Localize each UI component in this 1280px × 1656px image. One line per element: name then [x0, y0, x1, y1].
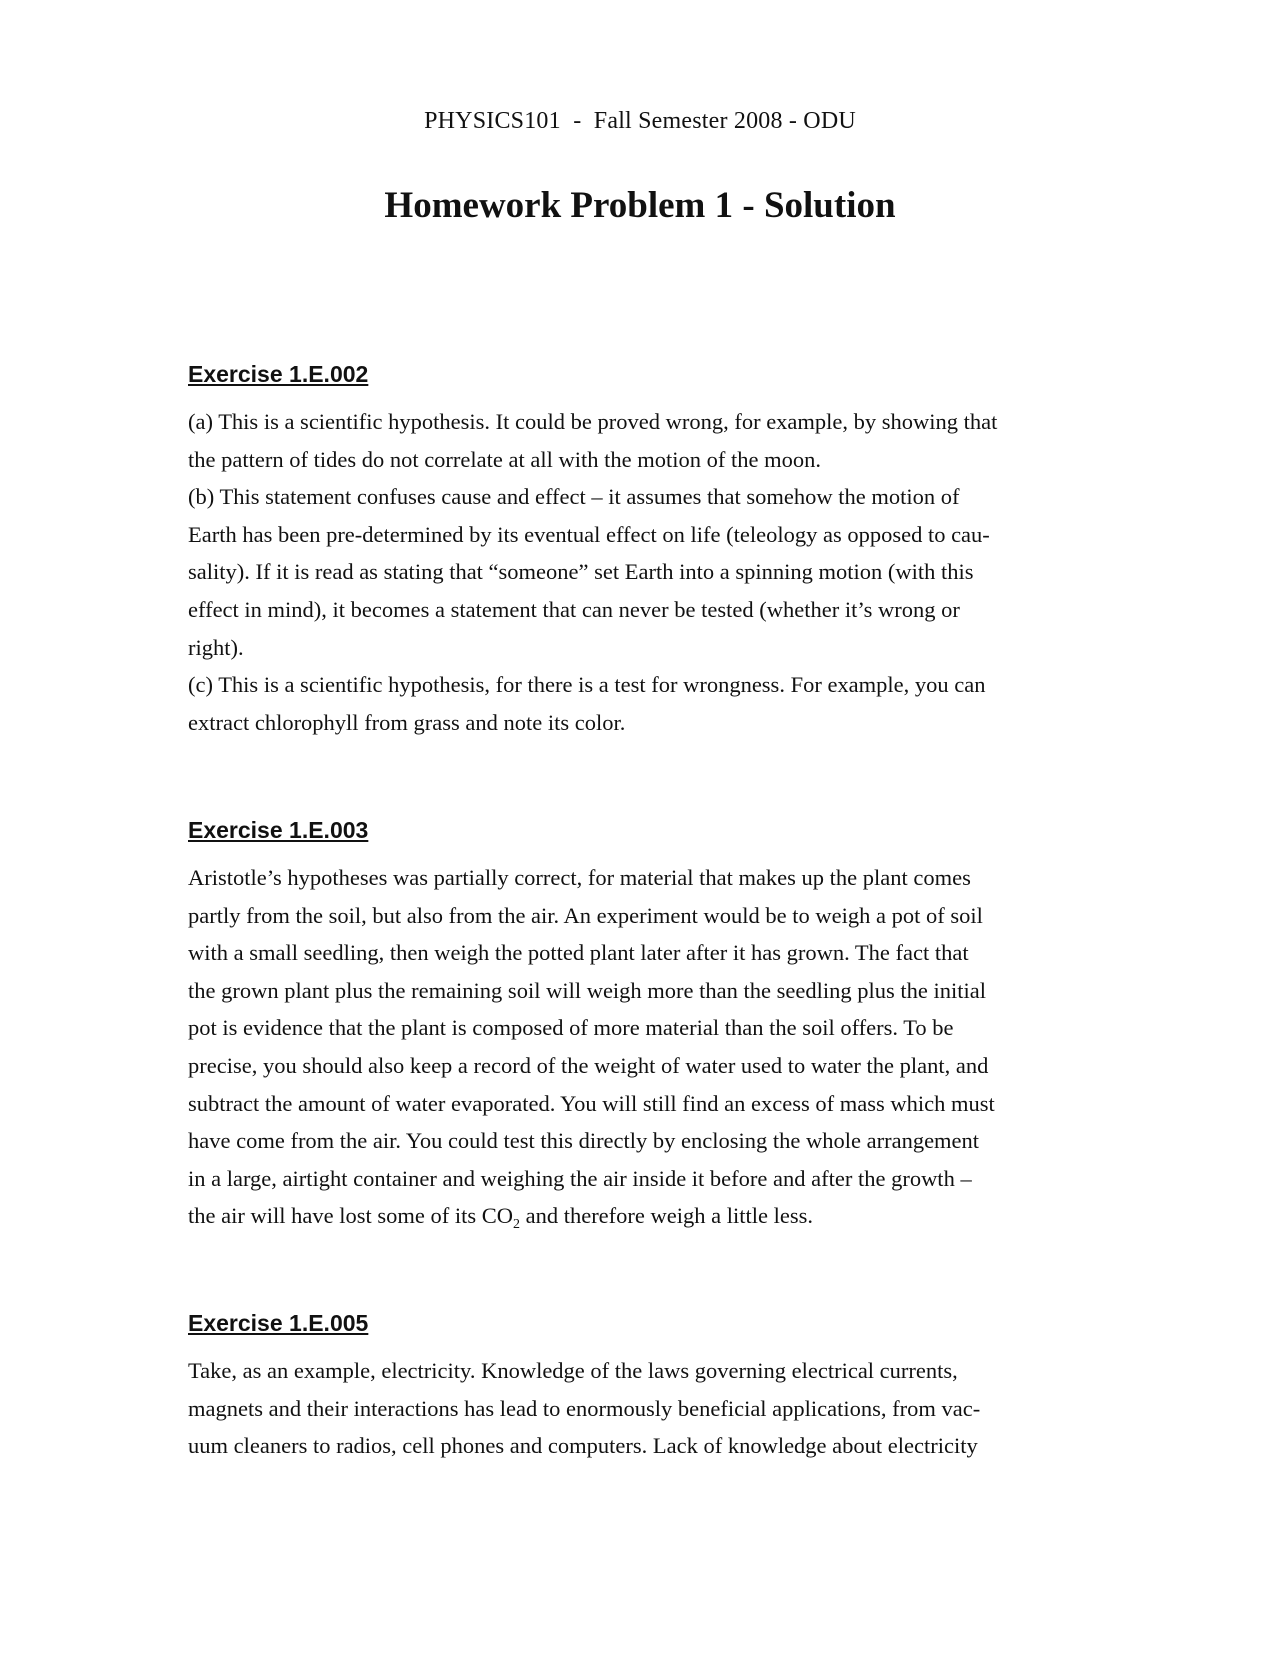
text-fragment: and therefore weigh a little less.: [519, 1203, 813, 1229]
text-line: the pattern of tides do not correlate at all with the motion of the moon.: [188, 446, 821, 472]
exercise-heading: Exercise 1.E.005: [188, 1310, 369, 1336]
text-fragment: the air will have lost some of its CO: [188, 1203, 513, 1229]
text-line: extract chlorophyll from grass and note its color.: [188, 709, 626, 735]
subscript: 2: [512, 1217, 520, 1233]
exercise-text: [188, 403, 1093, 741]
exercise-text: [188, 859, 1093, 1235]
text-line: right).: [188, 634, 244, 660]
exercise-text: [188, 1352, 1093, 1465]
text-line: Take, as an example, electricity. Knowledge of the laws governing electrical currents,: [188, 1358, 958, 1383]
exercise-heading: Exercise 1.E.003: [188, 817, 369, 843]
text-line: with a small seedling, then weigh the potted plant later after it has grown. The fact that: [188, 940, 969, 966]
text-line: magnets and their interactions has lead to enormously beneficial applications, from vac-: [188, 1395, 981, 1421]
text-line: subtract the amount of water evaporated. You will still find an excess of mass which must: [188, 1090, 995, 1116]
text-line: uum cleaners to radios, cell phones and computers. Lack of knowledge about electricity: [188, 1433, 978, 1459]
exercise-section-003: [188, 815, 1093, 1235]
text-line: (b) This statement confuses cause and effect – it assumes that somehow the motion of: [188, 484, 960, 510]
text-line: partly from the soil, but also from the air. An experiment would be to weigh a pot of soil: [188, 902, 983, 928]
text-line: (c) This is a scientific hypothesis, for there is a test for wrongness. For example, you can: [188, 672, 986, 698]
text-line: in a large, airtight container and weighing the air inside it before and after the growth –: [188, 1165, 972, 1191]
text-line: [188, 1197, 1093, 1235]
exercise-heading: Exercise 1.E.002: [188, 361, 369, 387]
text-line: the grown plant plus the remaining soil will weigh more than the seedling plus the initial: [188, 977, 986, 1003]
exercise-section-005: [188, 1308, 1093, 1465]
course-header: PHYSICS101 - Fall Semester 2008 - ODU: [424, 108, 856, 134]
text-line: (a) This is a scientific hypothesis. It could be proved wrong, for example, by showing that: [188, 409, 998, 434]
text-line: Aristotle’s hypotheses was partially correct, for material that makes up the plant comes: [188, 865, 971, 890]
text-line: Earth has been pre-determined by its eventual effect on life (teleology as opposed to cau-: [188, 521, 990, 547]
text-line: precise, you should also keep a record of the weight of water used to water the plant, and: [188, 1052, 989, 1078]
text-line: sality). If it is read as stating that “someone” set Earth into a spinning motion (with this: [188, 559, 974, 585]
text-line: have come from the air. You could test this directly by enclosing the whole arrangement: [188, 1128, 980, 1154]
text-line: effect in mind), it becomes a statement that can never be tested (whether it’s wrong or: [188, 596, 960, 622]
exercise-section-002: [188, 359, 1093, 741]
page-title: Homework Problem 1 - Solution: [384, 185, 896, 226]
text-line: pot is evidence that the plant is composed of more material than the soil offers. To be: [188, 1015, 954, 1041]
